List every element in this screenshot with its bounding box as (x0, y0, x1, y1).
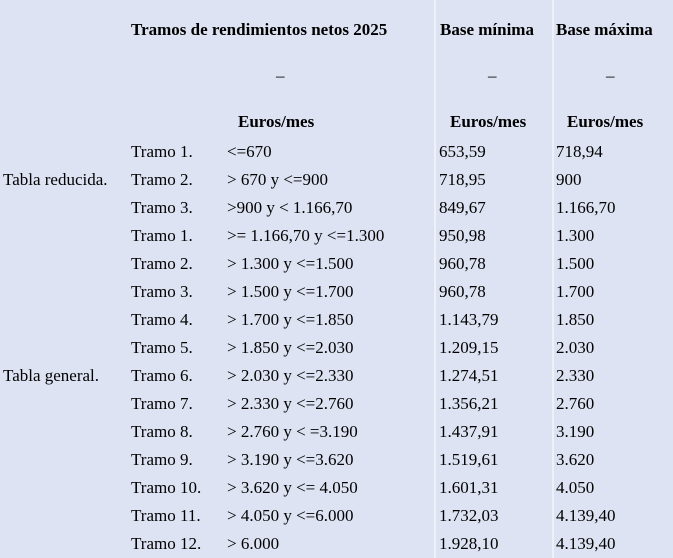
base-maxima-value: 1.300 (556, 226, 595, 245)
tramo-label: Tramo 11. (131, 506, 201, 525)
tramo-label: Tramo 12. (131, 534, 202, 553)
header-dash: – (276, 66, 285, 85)
base-maxima-value: 2.030 (556, 338, 595, 357)
tramo-range: <=670 (227, 142, 272, 161)
base-minima-value: 1.356,21 (439, 394, 499, 413)
base-maxima-value: 718,94 (556, 142, 603, 161)
tramo-label: Tramo 8. (131, 422, 193, 441)
base-maxima-value: 900 (556, 170, 582, 189)
tramo-range: > 1.300 y <=1.500 (227, 254, 354, 273)
base-minima-value: 1.437,91 (439, 422, 499, 441)
base-minima-value: 960,78 (439, 254, 486, 273)
tramo-range: > 4.050 y <=6.000 (227, 506, 354, 525)
tramo-label: Tramo 7. (131, 394, 193, 413)
unit-label: Euros/mes (238, 112, 315, 131)
tramo-label: Tramo 10. (131, 478, 202, 497)
tramo-label: Tramo 9. (131, 450, 193, 469)
tramo-label: Tramo 4. (131, 310, 193, 329)
tramo-range: > 1.850 y <=2.030 (227, 338, 354, 357)
base-minima-value: 1.601,31 (439, 478, 499, 497)
tramo-label: Tramo 2. (131, 254, 193, 273)
base-maxima-value: 4.050 (556, 478, 595, 497)
header-base-minima: Base mínima (440, 20, 534, 39)
base-minima-value: 1.209,15 (439, 338, 499, 357)
base-minima-value: 1.143,79 (439, 310, 499, 329)
base-minima-value: 950,98 (439, 226, 486, 245)
tramo-range: > 1.500 y <=1.700 (227, 282, 354, 301)
base-minima-value: 718,95 (439, 170, 486, 189)
base-maxima-value: 1.166,70 (556, 198, 616, 217)
tramo-range: > 2.030 y <=2.330 (227, 366, 354, 385)
column-divider (552, 0, 554, 558)
tramo-label: Tramo 1. (131, 142, 193, 161)
tramo-range: > 6.000 (227, 534, 280, 553)
tramo-label: Tramo 5. (131, 338, 193, 357)
tramo-label: Tramo 3. (131, 198, 193, 217)
base-maxima-value: 4.139,40 (556, 506, 616, 525)
base-maxima-value: 3.190 (556, 422, 595, 441)
tramo-range: >= 1.166,70 y <=1.300 (227, 226, 385, 245)
base-maxima-value: 1.500 (556, 254, 595, 273)
tramo-range: > 670 y <=900 (227, 170, 329, 189)
base-maxima-value: 1.700 (556, 282, 595, 301)
tramo-range: > 3.190 y <=3.620 (227, 450, 354, 469)
unit-label: Euros/mes (450, 112, 527, 131)
tramo-label: Tramo 2. (131, 170, 193, 189)
header-dash: – (606, 66, 615, 85)
base-maxima-value: 1.850 (556, 310, 595, 329)
base-minima-value: 1.519,61 (439, 450, 499, 469)
tramo-range: > 2.760 y < =3.190 (227, 422, 358, 441)
base-maxima-value: 2.330 (556, 366, 595, 385)
tramo-label: Tramo 6. (131, 366, 193, 385)
base-maxima-value: 3.620 (556, 450, 595, 469)
base-minima-value: 960,78 (439, 282, 486, 301)
header-dash: – (488, 66, 497, 85)
base-maxima-value: 4.139,40 (556, 534, 616, 553)
base-minima-value: 1.928,10 (439, 534, 499, 553)
group-label-reducida: Tabla reducida. (3, 170, 108, 189)
tramo-range: > 1.700 y <=1.850 (227, 310, 354, 329)
base-maxima-value: 2.760 (556, 394, 595, 413)
unit-label: Euros/mes (567, 112, 644, 131)
tramo-label: Tramo 1. (131, 226, 193, 245)
tramo-range: > 3.620 y <= 4.050 (227, 478, 358, 497)
base-minima-value: 849,67 (439, 198, 486, 217)
tramo-range: >900 y < 1.166,70 (227, 198, 353, 217)
column-divider (434, 0, 436, 558)
base-minima-value: 1.732,03 (439, 506, 499, 525)
header-base-maxima: Base máxima (556, 20, 653, 39)
tramo-label: Tramo 3. (131, 282, 193, 301)
base-minima-value: 653,59 (439, 142, 486, 161)
header-tramos: Tramos de rendimientos netos 2025 (131, 20, 388, 39)
base-minima-value: 1.274,51 (439, 366, 499, 385)
group-label-general: Tabla general. (3, 366, 100, 385)
tramo-range: > 2.330 y <=2.760 (227, 394, 354, 413)
